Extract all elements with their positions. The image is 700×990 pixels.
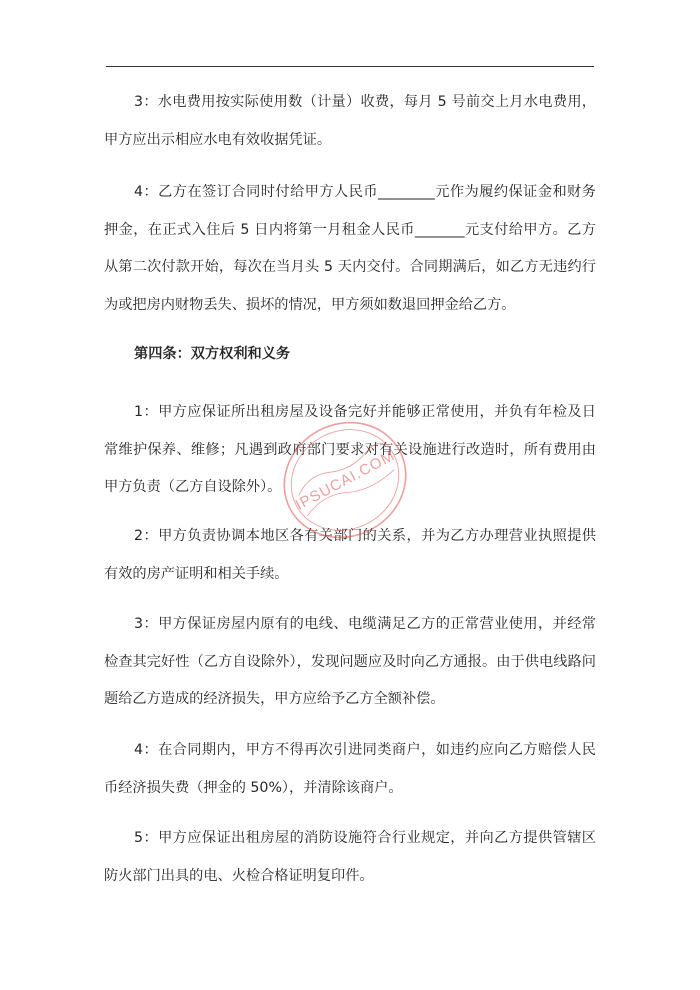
clause-4-exclusivity: 4：在合同期内，甲方不得再次引进同类商户，如违约应向乙方赔偿人民币经济损失费（押金的 50%），并清除该商户。 xyxy=(104,742,596,796)
clause-1-landlord-maintenance: 1：甲方应保证所出租房屋及设备完好并能够正常使用，并负有年检及日常维护保养、维修；凡遇到政府部门要求对有关设施进行改造时，所有费用由甲方负责（乙方自设除外）。 xyxy=(104,404,596,495)
section-heading: 第四条：双方权利和义务 xyxy=(134,346,291,362)
clause-3-wiring: 3：甲方保证房屋内原有的电线、电缆满足乙方的正常营业使用，并经常检查其完好性（乙方自设除外），发现问题应及时向乙方通报。由于供电线路问题给乙方造成的经济损失，甲方应给予乙方全额补偿。 xyxy=(104,616,596,707)
clause-4-deposit: 4：乙方在签订合同时付给甲方人民币________元作为履约保证金和财务押金，在正式入住后 5 日内将第一月租金人民币_______元支付给甲方。乙方从第二次付款开始，每次在当月头 5 天内交付。合同期满后，如乙方无违约行为或把房内财物丢失、损坏的情况，甲方须如数退回押金给乙方。 xyxy=(104,184,596,313)
clause-2-coordination: 2：甲方负责协调本地区各有关部门的关系，并为乙方办理营业执照提供有效的房产证明和相关手续。 xyxy=(104,528,596,582)
clause-3-utilities: 3：水电费用按实际使用数（计量）收费，每月 5 号前交上月水电费用，甲方应出示相应水电有效收据凭证。 xyxy=(104,94,596,148)
clause-5-fire-safety: 5：甲方应保证出租房屋的消防设施符合行业规定，并向乙方提供管辖区防火部门出具的电、火检合格证明复印件。 xyxy=(104,830,596,884)
watermark-seal xyxy=(275,410,415,550)
watermark-text: IPSUCAI.COM xyxy=(292,447,398,514)
top-rule xyxy=(106,66,594,67)
